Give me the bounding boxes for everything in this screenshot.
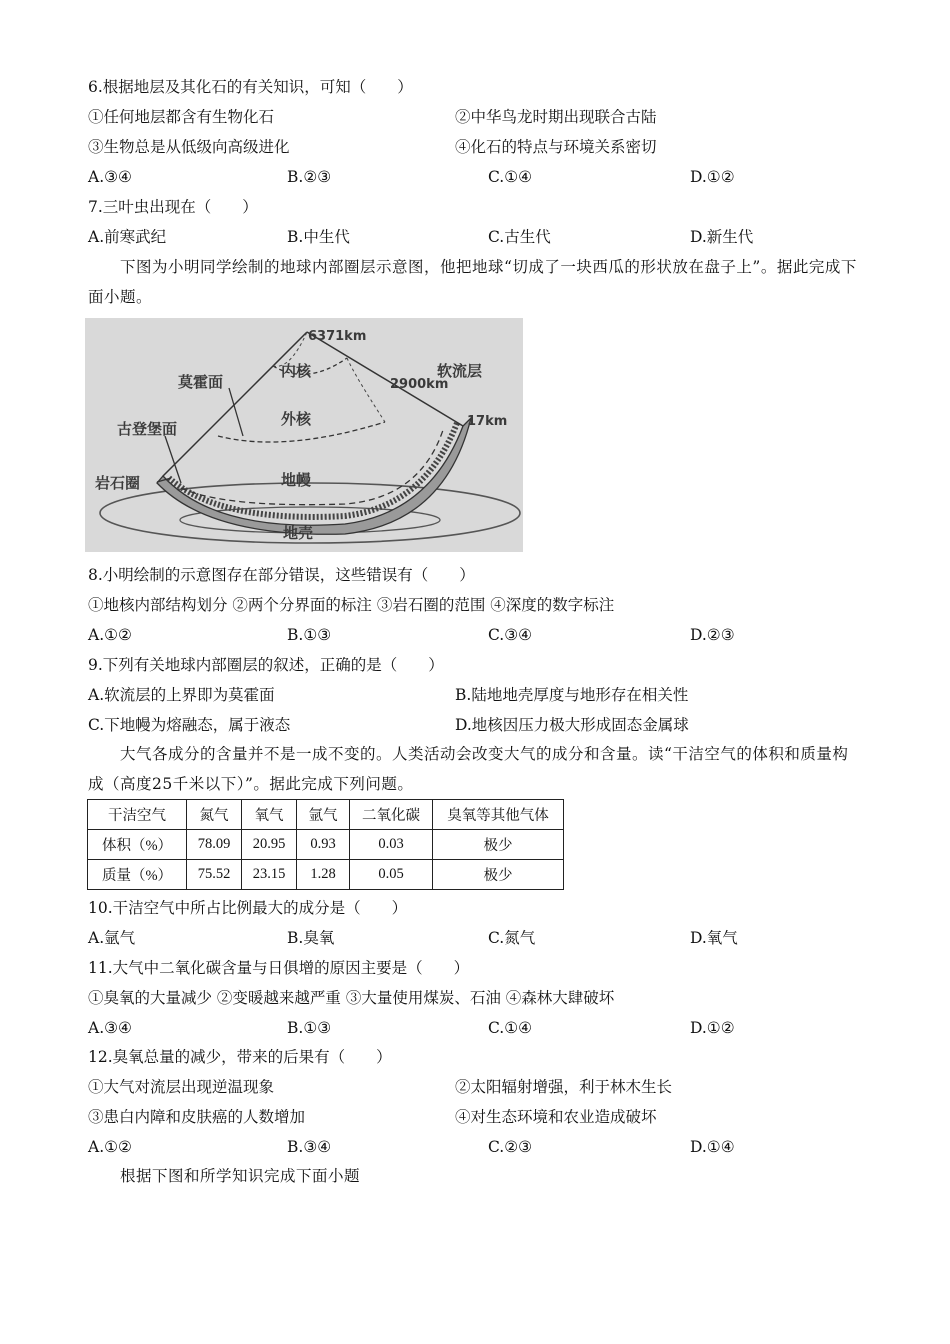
label-17km: 17km	[467, 414, 508, 429]
wedge	[163, 332, 463, 476]
q6-statement-2: ②中华鸟龙时期出现联合古陆	[455, 108, 657, 126]
label-2900km: 2900km	[390, 377, 449, 392]
table-cell: 极少	[433, 830, 564, 860]
q8-option-a: A.①②	[88, 626, 132, 644]
q12-stem: 12.臭氧总量的减少，带来的后果有（ ）	[88, 1048, 392, 1066]
q12-statement-1: ①大气对流层出现逆温现象	[88, 1078, 275, 1096]
label-lithosphere: 岩石圈	[95, 474, 141, 492]
table-header-row	[88, 800, 564, 830]
q7-option-a: A.前寒武纪	[88, 228, 167, 246]
table-cell: 0.05	[350, 860, 433, 890]
label-asthenosphere: 软流层	[437, 362, 483, 380]
q6-option-c: C.①④	[488, 168, 533, 186]
table-cell: 20.95	[242, 830, 297, 860]
table-header: 氮气	[187, 800, 242, 830]
table-cell: 23.15	[242, 860, 297, 890]
q9-option-a: A.软流层的上界即为莫霍面	[88, 686, 275, 704]
table-cell: 0.93	[297, 830, 350, 860]
table-header: 二氧化碳	[350, 800, 433, 830]
table-cell: 极少	[433, 860, 564, 890]
table-cell: 0.03	[350, 830, 433, 860]
q6-option-a: A.③④	[88, 168, 132, 186]
q12-statement-3: ③患白内障和皮肤癌的人数增加	[88, 1108, 306, 1126]
q10-option-a: A.氩气	[88, 929, 136, 947]
q8-option-d: D.②③	[690, 626, 735, 644]
q8-stem: 8.小明绘制的示意图存在部分错误，这些错误有（ ）	[88, 566, 475, 584]
q9-option-c: C.下地幔为熔融态，属于液态	[88, 716, 291, 734]
q6-statement-4: ④化石的特点与环境关系密切	[455, 138, 657, 156]
q6-statement-1: ①任何地层都含有生物化石	[88, 108, 275, 126]
q12-statement-4: ④对生态环境和农业造成破坏	[455, 1108, 657, 1126]
q8-statements: ①地核内部结构划分 ②两个分界面的标注 ③岩石圈的范围 ④深度的数字标注	[88, 596, 615, 614]
asthenosphere-line	[181, 430, 443, 505]
q8-option-c: C.③④	[488, 626, 533, 644]
q10-option-b: B.臭氧	[287, 929, 335, 947]
label-6371km: 6371km	[308, 329, 367, 344]
label-crust: 地壳	[283, 524, 314, 542]
moho-pointer	[229, 388, 243, 436]
q7-stem: 7.三叶虫出现在（ ）	[88, 198, 258, 216]
q11-stem: 11.大气中二氧化碳含量与日俱增的原因主要是（ ）	[88, 959, 470, 977]
q11-statements: ①臭氧的大量减少 ②变暖越来越严重 ③大量使用煤炭、石油 ④森林大肆破坏	[88, 989, 615, 1007]
table-header: 臭氧等其他气体	[433, 800, 564, 830]
q12-option-b: B.③④	[287, 1138, 332, 1156]
q11-option-b: B.①③	[287, 1019, 332, 1037]
q7-option-b: B.中生代	[287, 228, 350, 246]
q10-stem: 10.干洁空气中所占比例最大的成分是（ ）	[88, 899, 408, 917]
q7-option-c: C.古生代	[488, 228, 551, 246]
table-cell: 75.52	[187, 860, 242, 890]
q10-option-d: D.氧气	[690, 929, 738, 947]
table-header: 氧气	[242, 800, 297, 830]
q7-option-d: D.新生代	[690, 228, 754, 246]
q9-option-d: D.地核因压力极大形成固态金属球	[455, 716, 689, 734]
intro-next-figure: 根据下图和所学知识完成下面小题	[120, 1167, 361, 1185]
label-moho: 莫霍面	[178, 373, 224, 391]
q6-option-b: B.②③	[287, 168, 332, 186]
q6-statement-3: ③生物总是从低级向高级进化	[88, 138, 290, 156]
q11-option-c: C.①④	[488, 1019, 533, 1037]
table-row	[88, 860, 564, 890]
dry-air-composition-table	[87, 799, 564, 890]
label-inner-core: 内核	[281, 362, 312, 380]
q11-option-d: D.①②	[690, 1019, 735, 1037]
table-row	[88, 830, 564, 860]
q10-option-c: C.氮气	[488, 929, 536, 947]
q8-option-b: B.①③	[287, 626, 332, 644]
table-cell: 体积（%）	[88, 830, 187, 860]
q6-stem: 6.根据地层及其化石的有关知识，可知（ ）	[88, 78, 413, 96]
q12-option-c: C.②③	[488, 1138, 533, 1156]
intro-earth-layers: 下图为小明同学绘制的地球内部圈层示意图，他把地球“切成了一块西瓜的形状放在盘子上”。据此完成下面小题。	[88, 258, 857, 306]
earth-layers-figure	[85, 318, 523, 552]
intro-atmosphere: 大气各成分的含量并不是一成不变的。人类活动会改变大气的成分和含量。读“干洁空气的体积和质量构成（高度25千米以下）”。据此完成下列问题。	[88, 745, 849, 793]
q12-option-a: A.①②	[88, 1138, 132, 1156]
table-header: 干洁空气	[88, 800, 187, 830]
q12-option-d: D.①④	[690, 1138, 735, 1156]
label-mantle: 地幔	[281, 471, 312, 489]
q12-statement-2: ②太阳辐射增强，利于林木生长	[455, 1078, 673, 1096]
q9-option-b: B.陆地地壳厚度与地形存在相关性	[455, 686, 689, 704]
table-cell: 78.09	[187, 830, 242, 860]
q11-option-a: A.③④	[88, 1019, 132, 1037]
q9-stem: 9.下列有关地球内部圈层的叙述，正确的是（ ）	[88, 656, 444, 674]
table-header: 氩气	[297, 800, 350, 830]
q6-option-d: D.①②	[690, 168, 735, 186]
label-gutenberg: 古登堡面	[117, 420, 178, 438]
label-outer-core: 外核	[281, 410, 312, 428]
table-cell: 质量（%）	[88, 860, 187, 890]
table-cell: 1.28	[297, 860, 350, 890]
